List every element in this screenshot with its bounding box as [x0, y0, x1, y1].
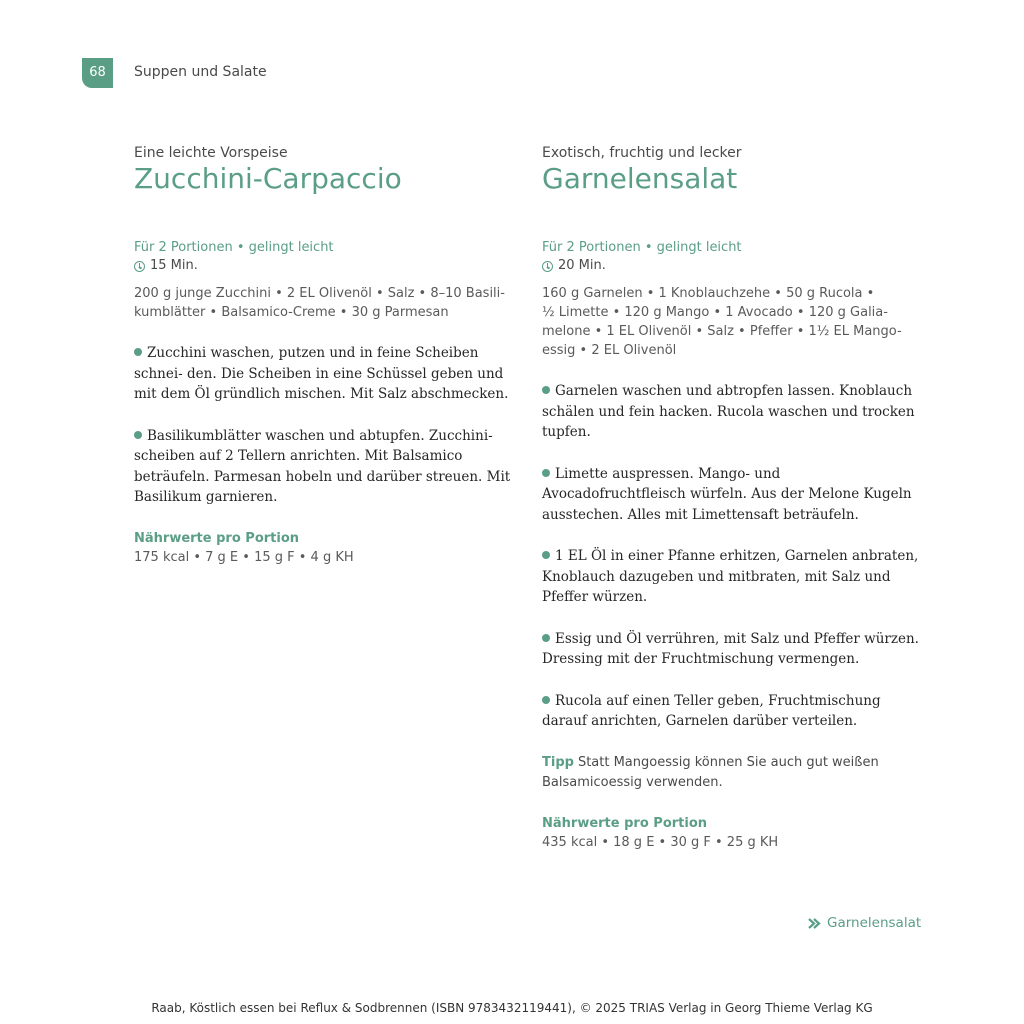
tip-label: Tipp	[542, 754, 574, 770]
crossref-link[interactable]	[808, 915, 921, 931]
ingredient-line: 200 g junge Zucchini • 2 EL Olivenöl • Salz • 8–10 Basili-	[134, 286, 505, 301]
recipe-zucchini-carpaccio	[134, 144, 514, 567]
bullet-icon	[542, 386, 550, 394]
step-text: Garnelen waschen und abtropfen lassen. Knoblauch schälen und fein hacken. Rucola waschen und trocken tupfen.	[542, 383, 915, 440]
recipe-step	[542, 381, 922, 443]
tip-box	[542, 753, 922, 793]
bullet-icon	[542, 634, 550, 642]
ingredient-line: melone • 1 EL Olivenöl • Salz • Pfeffer • 1½ EL Mango-	[542, 324, 902, 339]
ingredient-list	[542, 284, 922, 360]
recipe-step	[542, 546, 922, 608]
recipe-garnelensalat	[542, 144, 922, 852]
page-number-badge: 68	[82, 58, 113, 88]
nutrition-values: 435 kcal • 18 g E • 30 g F • 25 g KH	[542, 834, 779, 850]
step-text: Essig und Öl verrühren, mit Salz und Pfeffer würzen. Dressing mit der Fruchtmischung vermengen.	[542, 630, 919, 667]
clock-icon	[542, 261, 553, 272]
step-text: Basilikumblätter waschen und abtupfen. Zucchini- scheiben auf 2 Tellern anrichten. Mit Balsamico beträufeln. Parmesan hobeln und darüber streuen. Mit Basilikum garnieren.	[134, 427, 511, 505]
step-text: Zucchini waschen, putzen und in feine Scheiben schnei- den. Die Scheiben in eine Schüssel geben und mit dem Öl gründlich mischen. Mit Salz abschmecken.	[134, 345, 509, 402]
ingredient-line: kumblätter • Balsamico-Creme • 30 g Parmesan	[134, 305, 449, 320]
recipe-title: Zucchini-Carpaccio	[134, 162, 402, 195]
recipe-time	[134, 257, 514, 275]
bullet-icon	[542, 469, 550, 477]
recipe-time	[542, 257, 922, 275]
recipe-meta: Für 2 Portionen • gelingt leicht	[542, 240, 742, 255]
step-text: Limette auspressen. Mango- und Avocadofruchtfleisch würfeln. Aus der Melone Kugeln ausstechen. Alles mit Limettensaft beträufeln.	[542, 465, 912, 523]
ingredient-line: 160 g Garnelen • 1 Knoblauchzehe • 50 g Rucola •	[542, 286, 875, 301]
nutrition-values: 175 kcal • 7 g E • 15 g F • 4 g KH	[134, 549, 354, 565]
recipe-title: Garnelensalat	[542, 162, 738, 195]
recipe-kicker: Exotisch, fruchtig und lecker	[542, 145, 742, 161]
bullet-icon	[134, 431, 142, 439]
ingredient-line: essig • 2 EL Olivenöl	[542, 343, 677, 358]
ingredient-list	[134, 284, 514, 322]
recipe-step	[134, 343, 514, 405]
clock-icon	[134, 261, 145, 272]
recipe-step	[134, 426, 514, 508]
nutrition-heading: Nährwerte pro Portion	[134, 530, 300, 546]
recipe-time-value: 15 Min.	[150, 258, 198, 273]
double-chevron-right-icon	[808, 918, 821, 929]
section-title: Suppen und Salate	[134, 64, 267, 80]
bullet-icon	[542, 696, 550, 704]
ingredient-line: ½ Limette • 120 g Mango • 1 Avocado • 120 g Galia-	[542, 305, 888, 320]
copyright-footer: Raab, Köstlich essen bei Reflux & Sodbrennen (ISBN 9783432119441), © 2025 TRIAS Verlag in Georg Thieme Verlag KG	[151, 1001, 873, 1015]
recipe-step	[542, 691, 922, 732]
bullet-icon	[134, 348, 142, 356]
recipe-time-value: 20 Min.	[558, 258, 606, 273]
recipe-meta: Für 2 Portionen • gelingt leicht	[134, 240, 334, 255]
bullet-icon	[542, 551, 550, 559]
tip-text: Statt Mangoessig können Sie auch gut weißen Balsamicoessig verwenden.	[542, 754, 879, 790]
crossref-label[interactable]: Garnelensalat	[827, 915, 922, 931]
recipe-step	[542, 464, 922, 526]
step-text: Rucola auf einen Teller geben, Fruchtmischung darauf anrichten, Garnelen darüber verteilen.	[542, 692, 881, 729]
recipe-kicker: Eine leichte Vorspeise	[134, 145, 288, 161]
step-text: 1 EL Öl in einer Pfanne erhitzen, Garnelen anbraten, Knoblauch dazugeben und mitbraten, mit Salz und Pfeffer würzen.	[542, 548, 919, 605]
recipe-step	[542, 629, 922, 670]
nutrition-heading: Nährwerte pro Portion	[542, 815, 708, 831]
